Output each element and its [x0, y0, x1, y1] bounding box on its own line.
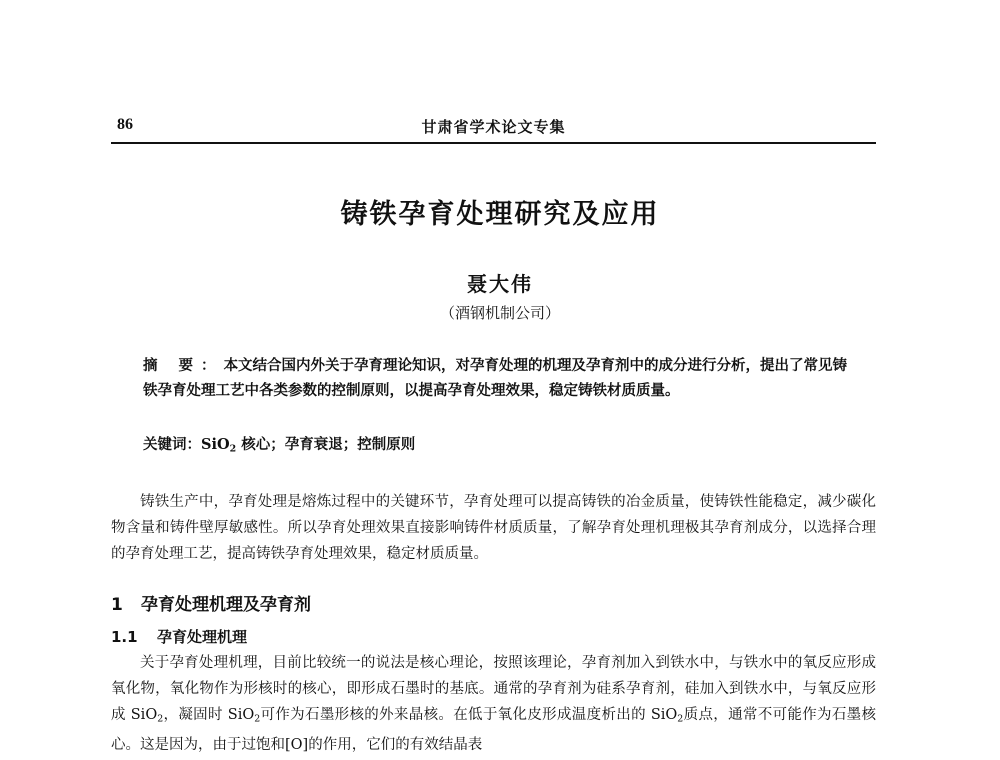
section-1-1-title: 孕育处理机理 [157, 628, 248, 646]
section-1-title: 孕育处理机理及孕育剂 [141, 595, 311, 615]
abstract-label: 摘 要： [143, 357, 224, 374]
section-1-1-heading [111, 626, 247, 647]
keyword-sio2: SiO [201, 436, 230, 453]
article-title: 铸铁孕育处理研究及应用 [340, 199, 660, 230]
running-header [111, 114, 876, 144]
para-sub-2: 2 [254, 713, 261, 725]
para-part-3: 可作为石墨形核的外来晶核。在低于氧化皮形成温度析出的 SiO [260, 707, 678, 723]
section-1-1-number: 1.1 [111, 628, 138, 646]
abstract [143, 353, 855, 403]
para-part-2: ，凝固时 SiO [163, 707, 255, 723]
intro-paragraph: 铸铁生产中，孕育处理是熔炼过程中的关键环节，孕育处理可以提高铸铁的冶金质量，使铸铁性能稳定，减少碳化物含量和铸件壁厚敏感性。所以孕育处理效果直接影响铸件材质质量，了解孕育处理机理极其孕育剂成分，以选择合理的孕育处理工艺，提高铸铁孕育处理效果，稳定材质质量。 [111, 494, 876, 562]
para-part-4: 质点，通常不可能作为石墨核心。这是因为，由于过饱和[O]的作用，它们的有效结晶表 [111, 707, 876, 754]
author-name: 聂大伟 [467, 272, 533, 296]
keywords [143, 432, 855, 461]
abstract-text: 本文结合国内外关于孕育理论知识，对孕育处理的机理及孕育剂中的成分进行分析，提出了常见铸铁孕育处理工艺中各类参数的控制原则，以提高孕育处理效果，稳定铸铁材质质量。 [143, 357, 848, 399]
para-sub-3: 2 [677, 713, 684, 725]
journal-title: 甘肃省学术论文专集 [421, 118, 566, 136]
page-number: 86 [117, 116, 133, 133]
para-sub-1: 2 [157, 713, 164, 725]
section-1-number: 1 [111, 595, 123, 615]
author-affiliation: （酒钢机制公司） [439, 304, 560, 322]
para-part-1: 关于孕育处理机理，目前比较统一的说法是核心理论，按照该理论，孕育剂加入到铁水中，与铁水中的氧反应形成氧化物，氧化物作为形核时的核心，即形成石墨时的基底。通常的孕育剂为硅系孕育剂，硅加入到铁水中，与氧反应形成 SiO [111, 655, 876, 723]
keywords-label: 关键词： [143, 436, 201, 453]
keywords-rest: 核心；孕育衰退；控制原则 [236, 436, 416, 453]
keyword-subscript: 2 [229, 443, 237, 455]
section-1-1-paragraph [111, 650, 876, 758]
section-1-heading [111, 590, 311, 615]
